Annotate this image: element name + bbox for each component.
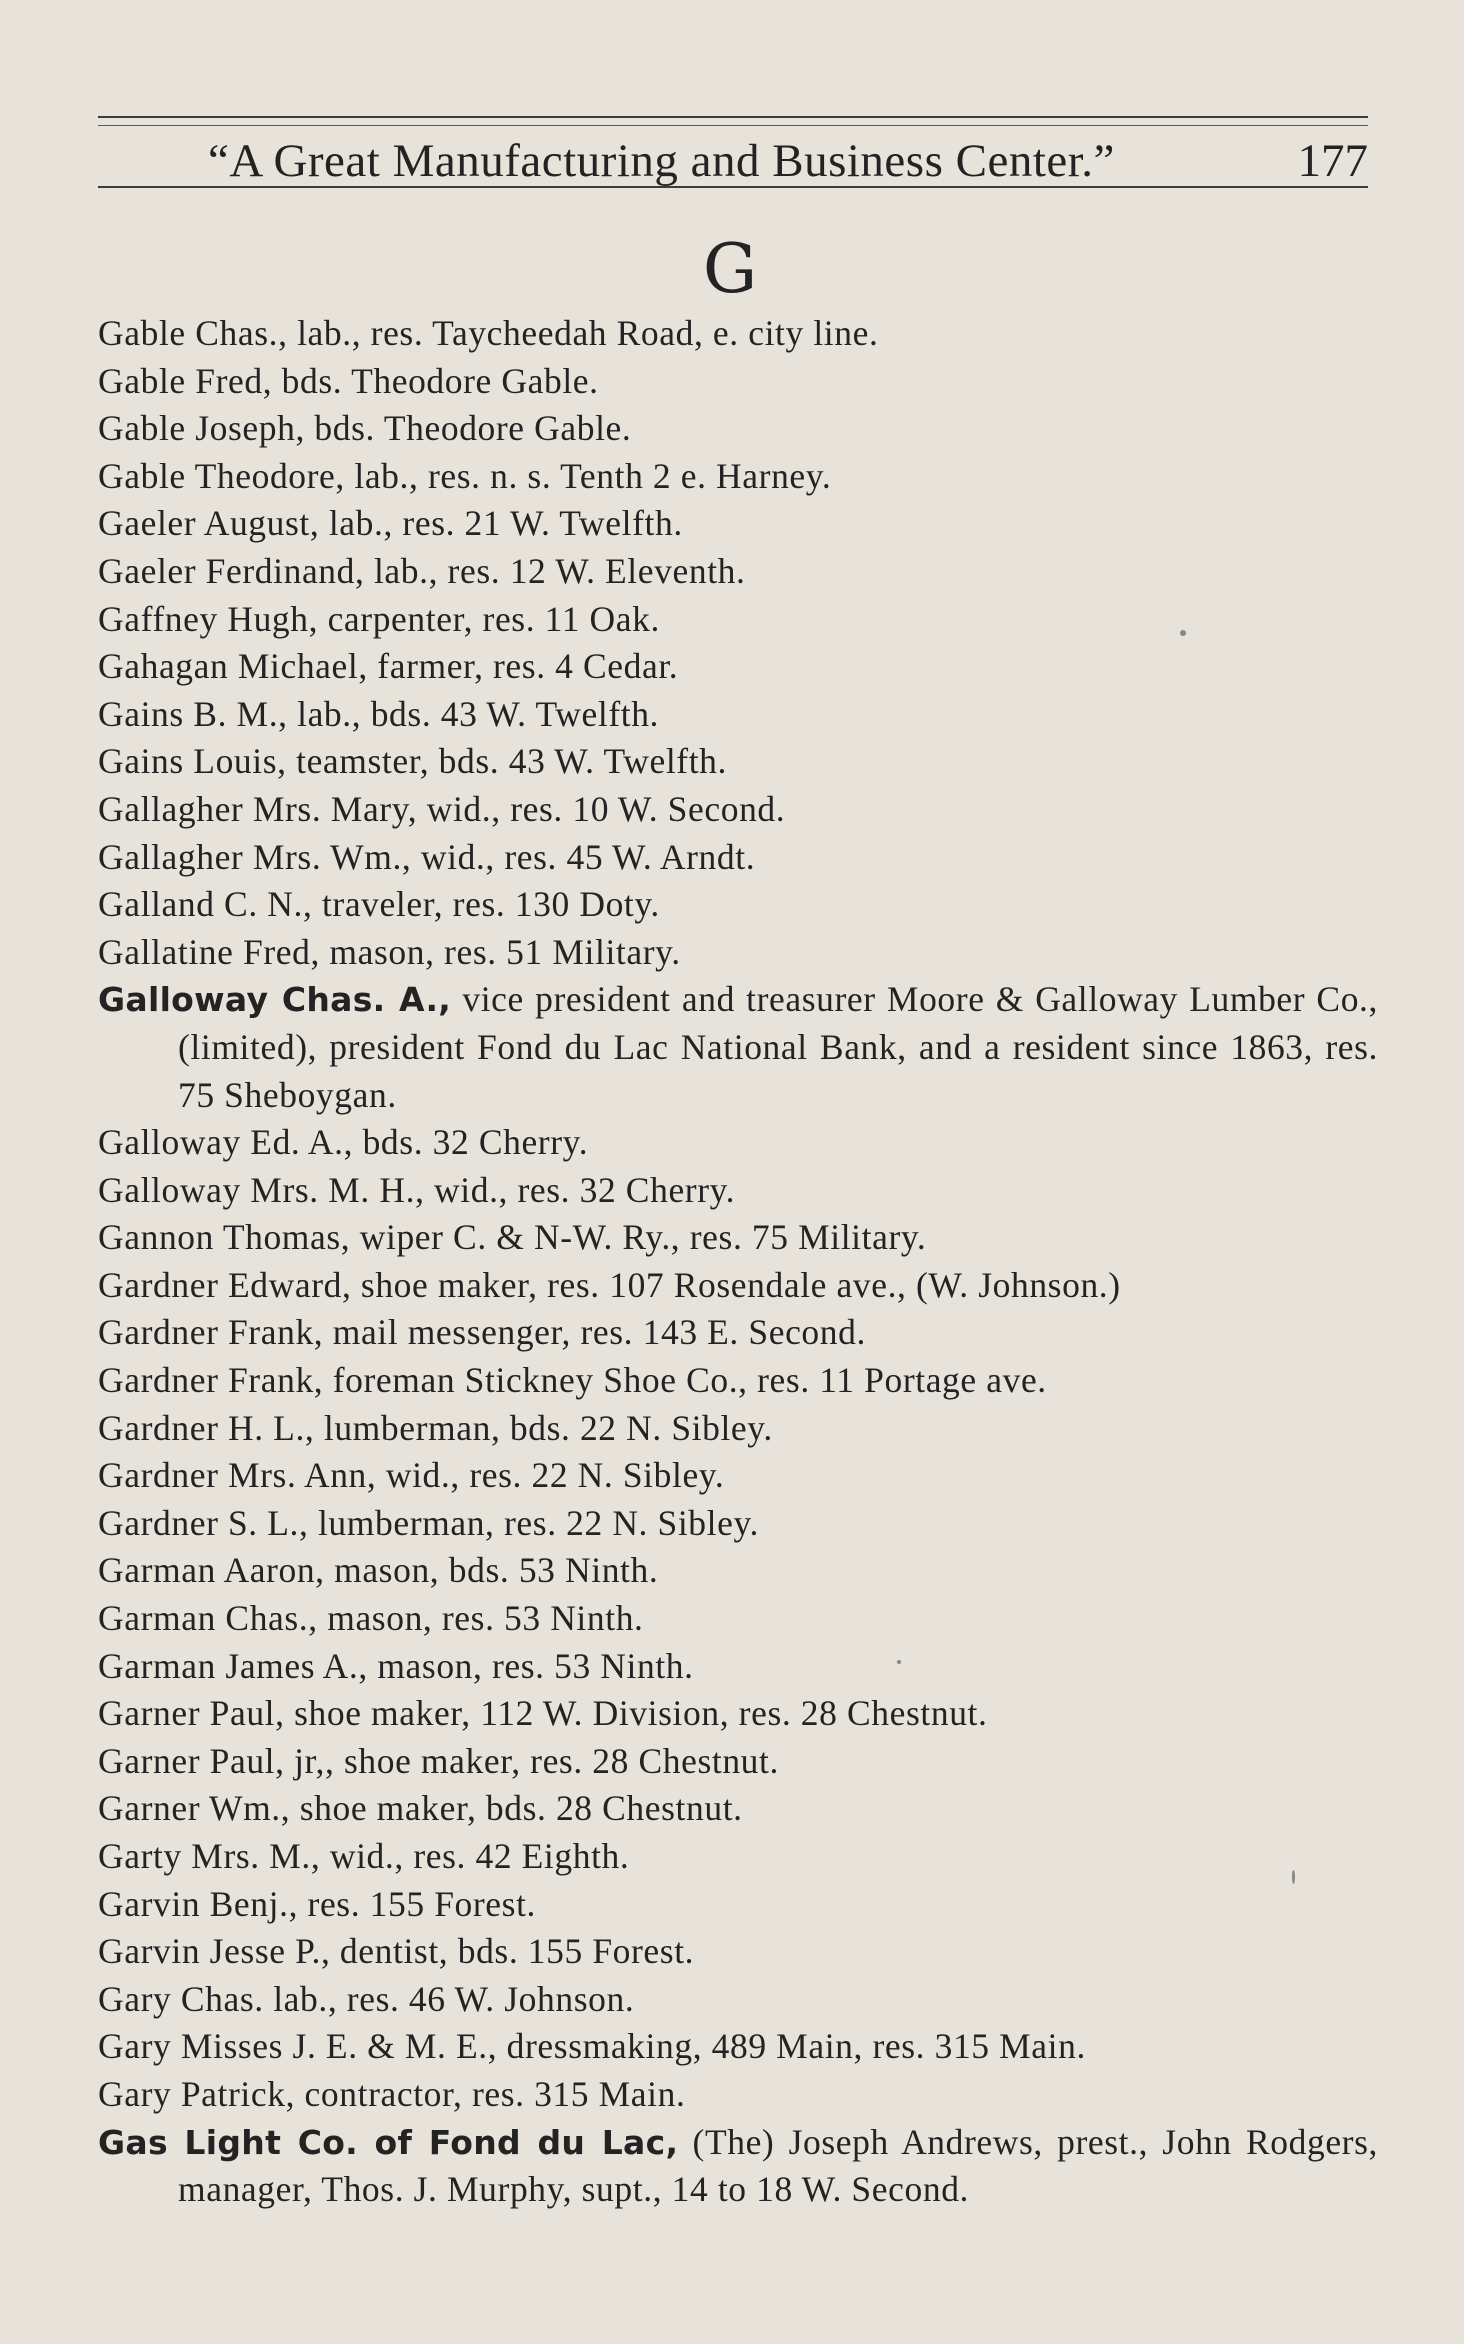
entry-text: Gardner Mrs. Ann, wid., res. 22 N. Sibley.: [98, 1455, 725, 1496]
directory-entries: [98, 310, 1378, 2214]
page-number: 177: [1297, 135, 1368, 187]
directory-entry: [98, 2119, 1378, 2214]
directory-entry: [98, 1309, 1378, 1357]
entry-text: Garman Aaron, mason, bds. 53 Ninth.: [98, 1550, 659, 1591]
directory-entry: [98, 1881, 1378, 1929]
directory-entry: [98, 643, 1378, 691]
directory-entry: [98, 834, 1378, 882]
entry-text: Gary Patrick, contractor, res. 315 Main.: [98, 2073, 686, 2114]
entry-text: Galland C. N., traveler, res. 130 Doty.: [98, 884, 660, 925]
entry-text: Gardner H. L., lumberman, bds. 22 N. Sibley.: [98, 1407, 773, 1448]
directory-entry: [98, 2071, 1378, 2119]
directory-entry: [98, 548, 1378, 596]
entry-text: Gains B. M., lab., bds. 43 W. Twelfth.: [98, 693, 660, 734]
entry-text: Galloway Mrs. M. H., wid., res. 32 Cherry.: [98, 1169, 736, 1210]
entry-text: Garner Wm., shoe maker, bds. 28 Chestnut.: [98, 1788, 743, 1829]
entry-text: Gardner Edward, shoe maker, res. 107 Rosendale ave., (W. Johnson.): [98, 1264, 1121, 1305]
directory-entry: [98, 1357, 1378, 1405]
directory-entry: [98, 500, 1378, 548]
entry-text: Garner Paul, shoe maker, 112 W. Division, res. 28 Chestnut.: [98, 1693, 988, 1734]
directory-entry: [98, 310, 1378, 358]
top-rule: [98, 116, 1368, 126]
entry-text: Gaeler August, lab., res. 21 W. Twelfth.: [98, 503, 683, 544]
directory-entry: [98, 1785, 1378, 1833]
entry-text: Galloway Ed. A., bds. 32 Cherry.: [98, 1122, 589, 1163]
running-head: “A Great Manufacturing and Business Center.”: [208, 135, 1115, 187]
entry-text: Gains Louis, teamster, bds. 43 W. Twelfth.: [98, 741, 728, 782]
directory-entry: [98, 1167, 1378, 1215]
entry-text: Gannon Thomas, wiper C. & N-W. Ry., res. 75 Military.: [98, 1217, 927, 1258]
directory-entry: [98, 691, 1378, 739]
page-header: [98, 132, 1368, 188]
entry-text: Gable Fred, bds. Theodore Gable.: [98, 360, 599, 401]
entry-text: Gallatine Fred, mason, res. 51 Military.: [98, 931, 681, 972]
directory-entry: [98, 1119, 1378, 1167]
directory-entry: [98, 1500, 1378, 1548]
directory-entry: [98, 1547, 1378, 1595]
directory-entry: [98, 1976, 1378, 2024]
directory-entry: [98, 929, 1378, 977]
directory-entry: [98, 405, 1378, 453]
entry-text: Gallagher Mrs. Mary, wid., res. 10 W. Second.: [98, 788, 786, 829]
directory-entry: [98, 358, 1378, 406]
directory-entry: [98, 1690, 1378, 1738]
entry-text: Gary Misses J. E. & M. E., dressmaking, 489 Main, res. 315 Main.: [98, 2026, 1086, 2067]
directory-entry: [98, 976, 1378, 1119]
directory-entry: [98, 1738, 1378, 1786]
section-letter: G: [702, 230, 758, 309]
directory-entry: [98, 453, 1378, 501]
entry-text: Garner Paul, jr,, shoe maker, res. 28 Chestnut.: [98, 1740, 779, 1781]
entry-text: Garman Chas., mason, res. 53 Ninth.: [98, 1598, 644, 1639]
entry-text: Gallagher Mrs. Wm., wid., res. 45 W. Arndt.: [98, 836, 756, 877]
entry-text: vice president and treasurer Moore & Galloway Lumber Co., (limited), president Fond du Lac National Bank, and a resident since 1863, res. 75 Sheboygan.: [178, 979, 1379, 1115]
directory-entry: [98, 1452, 1378, 1500]
entry-text: Gardner Frank, mail messenger, res. 143 E. Second.: [98, 1312, 866, 1353]
entry-name-bold: Gas Light Co. of Fond du Lac,: [98, 2122, 679, 2162]
entry-text: Gable Chas., lab., res. Taycheedah Road, e. city line.: [98, 313, 879, 353]
directory-entry: [98, 1833, 1378, 1881]
directory-entry: [98, 1643, 1378, 1691]
entry-text: Garvin Jesse P., dentist, bds. 155 Forest.: [98, 1931, 695, 1972]
paper-speck: [1292, 1870, 1295, 1884]
directory-entry: [98, 786, 1378, 834]
entry-text: Garvin Benj., res. 155 Forest.: [98, 1883, 537, 1924]
directory-entry: [98, 2023, 1378, 2071]
entry-text: Gable Joseph, bds. Theodore Gable.: [98, 408, 632, 449]
entry-text: Gable Theodore, lab., res. n. s. Tenth 2 e. Harney.: [98, 455, 832, 496]
directory-entry: [98, 596, 1378, 644]
entry-text: Gardner Frank, foreman Stickney Shoe Co., res. 11 Portage ave.: [98, 1360, 1047, 1401]
entry-text: Garman James A., mason, res. 53 Ninth.: [98, 1645, 694, 1686]
directory-entry: [98, 881, 1378, 929]
directory-entry: [98, 1214, 1378, 1262]
entry-text: Garty Mrs. M., wid., res. 42 Eighth.: [98, 1836, 630, 1876]
entry-text: Gary Chas. lab., res. 46 W. Johnson.: [98, 1978, 635, 2019]
directory-entry: [98, 1405, 1378, 1453]
directory-entry: [98, 1595, 1378, 1643]
entry-text: (The) Joseph Andrews, prest., John Rodgers, manager, Thos. J. Murphy, supt., 14 to 18 W. Second.: [178, 2121, 1378, 2210]
entry-text: Gardner S. L., lumberman, res. 22 N. Sibley.: [98, 1502, 759, 1543]
entry-text: Gaeler Ferdinand, lab., res. 12 W. Eleventh.: [98, 550, 746, 591]
paper-speck: [897, 1660, 901, 1664]
entry-name-bold: Galloway Chas. A.,: [98, 980, 452, 1020]
paper-speck: [1180, 630, 1186, 636]
entry-text: Gaffney Hugh, carpenter, res. 11 Oak.: [98, 598, 660, 639]
directory-entry: [98, 1262, 1378, 1310]
directory-entry: [98, 1928, 1378, 1976]
entry-text: Gahagan Michael, farmer, res. 4 Cedar.: [98, 646, 679, 687]
directory-entry: [98, 738, 1378, 786]
